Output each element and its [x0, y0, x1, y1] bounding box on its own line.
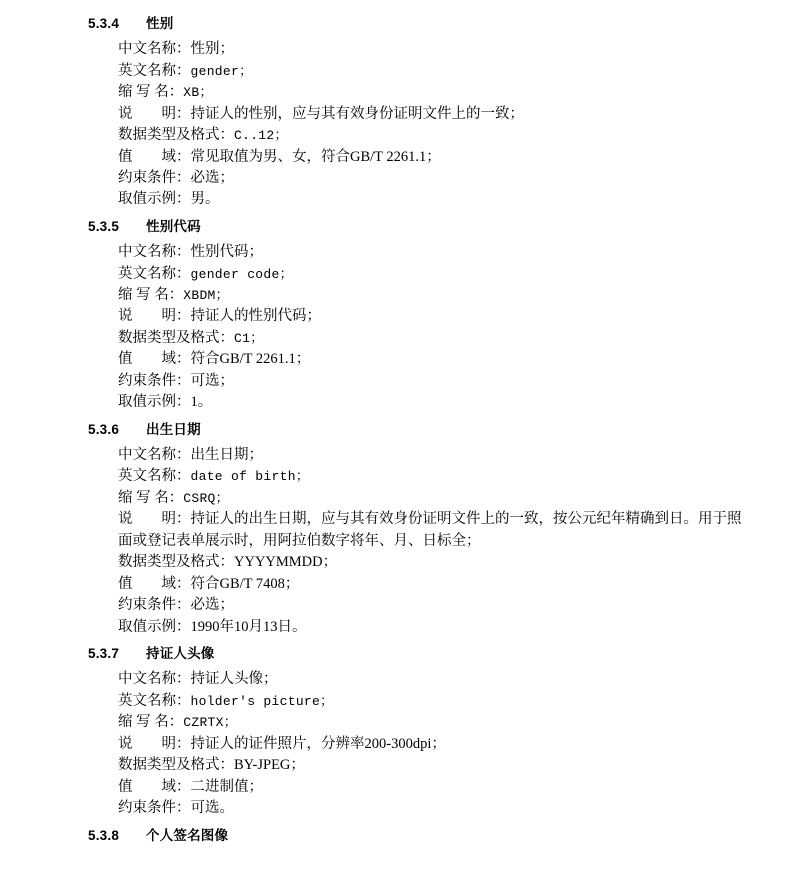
field-value: 可选；: [190, 372, 234, 389]
field-value: 持证人的性别代码；: [190, 308, 321, 325]
field-value: C..12；: [234, 128, 288, 144]
field-label: 说 明：: [118, 105, 191, 122]
field-value: 1990年10月13日。: [190, 618, 307, 635]
field-label: 取值示例：: [118, 618, 191, 635]
field-label: 约束条件：: [118, 372, 191, 389]
field-line: [118, 691, 754, 712]
field-value: gender code；: [190, 266, 293, 282]
section-title: 持证人头像: [146, 646, 215, 662]
section-body: [88, 667, 754, 819]
field-label: 值 域：: [118, 575, 191, 592]
section-number: 5.3.6: [88, 421, 120, 437]
field-value: 符合GB/T 2261.1；: [190, 351, 311, 368]
section-title: 个人签名图像: [146, 827, 229, 843]
section-heading: [88, 211, 754, 240]
field-value: 1。: [190, 394, 213, 411]
field-value: holder's picture；: [190, 693, 334, 709]
field-value: 出生日期；: [190, 447, 263, 463]
field-label: 值 域：: [118, 351, 191, 368]
field-value: CZRTX；: [183, 715, 238, 731]
sections-container: [88, 8, 754, 849]
document-section: [88, 211, 754, 414]
section-title: 性别: [146, 16, 174, 31]
field-value: 持证人的出生日期，应与其有效身份证明文件上的一致，按公元纪年精确到日。用于照面或登记表单展示时，用阿拉伯数字将年、月、日标全；: [118, 511, 742, 549]
field-line: [118, 242, 754, 263]
section-number: 5.3.8: [88, 827, 120, 843]
field-value: 持证人的证件照片，分辨率200-300dpi；: [190, 735, 446, 752]
field-value: XB；: [183, 85, 213, 101]
document-section: [88, 8, 754, 211]
field-line: [118, 595, 754, 616]
field-line: [118, 392, 754, 413]
field-line: [118, 328, 754, 349]
field-value: 必选；: [190, 597, 234, 614]
document-section: [88, 414, 754, 638]
field-value: 二进制值；: [190, 778, 263, 795]
field-line: [118, 61, 754, 82]
field-label: 说 明：: [118, 511, 191, 528]
section-heading: [88, 8, 754, 37]
section-number: 5.3.4: [88, 16, 120, 31]
field-label: 缩 写 名：: [118, 287, 184, 304]
field-line: [118, 488, 754, 509]
document-section: [88, 638, 754, 819]
field-value: 性别代码；: [190, 244, 263, 261]
field-label: 数据类型及格式：: [118, 329, 234, 346]
field-label: 取值示例：: [118, 394, 191, 411]
field-label: 说 明：: [118, 308, 191, 325]
field-line: [118, 669, 754, 690]
field-line: [118, 349, 754, 370]
field-value: C1；: [234, 330, 264, 346]
field-line: [118, 798, 754, 819]
field-line: [118, 104, 754, 125]
field-label: 缩 写 名：: [118, 714, 184, 731]
field-label: 英文名称：: [118, 62, 191, 79]
field-label: 约束条件：: [118, 169, 191, 186]
field-label: 英文名称：: [118, 692, 191, 709]
section-body: [88, 240, 754, 414]
field-label: 中文名称：: [118, 244, 191, 261]
field-value: 必选；: [190, 169, 234, 186]
field-line: [118, 82, 754, 103]
field-label: 缩 写 名：: [118, 489, 184, 506]
field-value: 男。: [190, 191, 220, 208]
field-value: 符合GB/T 7408；: [190, 575, 300, 592]
field-label: 英文名称：: [118, 468, 191, 485]
field-line: [118, 306, 754, 327]
field-line: [118, 509, 754, 552]
field-line: [118, 445, 754, 466]
field-label: 英文名称：: [118, 265, 191, 282]
field-line: [118, 264, 754, 285]
field-line: [118, 371, 754, 392]
field-label: 约束条件：: [118, 597, 191, 614]
field-value: gender；: [190, 63, 253, 79]
section-number: 5.3.5: [88, 218, 120, 234]
section-heading: [88, 820, 754, 849]
field-value: YYYYMMDD；: [234, 554, 338, 571]
field-label: 约束条件：: [118, 800, 191, 817]
section-heading: [88, 414, 754, 443]
field-line: [118, 285, 754, 306]
field-label: 数据类型及格式：: [118, 554, 234, 571]
field-value: 性别；: [190, 41, 234, 58]
field-line: [118, 712, 754, 733]
field-label: 取值示例：: [118, 191, 191, 208]
field-line: [118, 617, 754, 638]
field-label: 数据类型及格式：: [118, 127, 234, 144]
document-section: [88, 820, 754, 849]
field-line: [118, 189, 754, 210]
field-label: 值 域：: [118, 778, 191, 795]
field-line: [118, 777, 754, 798]
field-value: 可选。: [190, 800, 234, 817]
section-heading: [88, 638, 754, 667]
field-line: [118, 147, 754, 168]
field-value: date of birth；: [190, 469, 310, 485]
field-value: BY-JPEG；: [234, 757, 305, 774]
field-label: 中文名称：: [118, 41, 191, 58]
field-line: [118, 168, 754, 189]
field-line: [118, 755, 754, 776]
field-value: 常见取值为男、女，符合GB/T 2261.1；: [190, 148, 441, 165]
field-line: [118, 734, 754, 755]
field-line: [118, 125, 754, 146]
section-title: 性别代码: [146, 218, 201, 234]
section-number: 5.3.7: [88, 646, 120, 662]
field-label: 中文名称：: [118, 671, 191, 688]
section-body: [88, 443, 754, 638]
field-label: 数据类型及格式：: [118, 757, 234, 774]
field-value: 持证人头像；: [190, 671, 278, 688]
section-title: 出生日期: [146, 421, 201, 437]
field-value: XBDM；: [183, 288, 229, 304]
field-value: 持证人的性别，应与其有效身份证明文件上的一致；: [190, 105, 524, 122]
field-value: CSRQ；: [183, 490, 229, 506]
field-line: [118, 574, 754, 595]
section-body: [88, 37, 754, 211]
field-line: [118, 552, 754, 573]
field-line: [118, 466, 754, 487]
field-label: 值 域：: [118, 148, 191, 165]
field-label: 说 明：: [118, 735, 191, 752]
field-line: [118, 39, 754, 60]
field-label: 缩 写 名：: [118, 84, 184, 101]
field-label: 中文名称：: [118, 447, 191, 463]
